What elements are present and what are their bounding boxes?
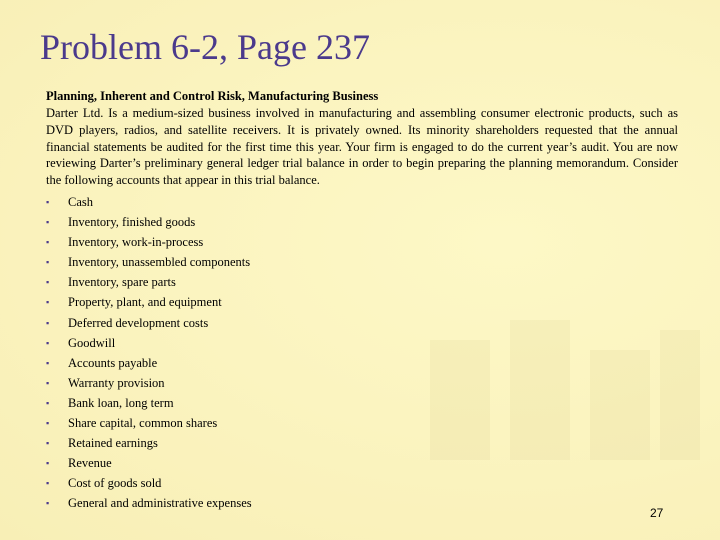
accounts-list (46, 192, 678, 514)
bullet-icon: ▪ (46, 377, 50, 388)
problem-subtitle: Planning, Inherent and Control Risk, Manufacturing Business (46, 89, 379, 103)
page-number: 27 (650, 506, 664, 520)
bullet-icon: ▪ (46, 357, 50, 368)
account-label: Deferred development costs (68, 315, 209, 330)
account-label: Share capital, common shares (68, 416, 218, 431)
bullet-icon: ▪ (46, 438, 50, 449)
account-list-item (46, 433, 678, 453)
slide-content (46, 88, 678, 513)
account-label: Cost of goods sold (68, 476, 162, 491)
bullet-icon: ▪ (46, 478, 50, 489)
bullet-icon: ▪ (46, 217, 50, 228)
bullet-icon: ▪ (46, 418, 50, 429)
account-list-item (46, 272, 678, 292)
account-label: Accounts payable (68, 355, 158, 370)
problem-description: Darter Ltd. Is a medium-sized business involved in manufacturing and assembling consumer electronic products, such as DVD players, radios, and satellite receivers. It is privately owned. Its minority shareholders requested that the annual financial statements be audited for the first time this year. Your firm is engaged to do the current year’s audit. You are now reviewing Darter’s preliminary general ledger trial balance in order to begin preparing the planning memorandum. Consider the following accounts that appear in this trial balance. (46, 106, 678, 188)
account-list-item (46, 453, 678, 473)
account-label: Revenue (68, 456, 112, 471)
account-label: Inventory, spare parts (68, 275, 176, 290)
account-list-item (46, 373, 678, 393)
account-label: Cash (68, 194, 93, 209)
account-label: Goodwill (68, 335, 116, 350)
bullet-icon: ▪ (46, 397, 50, 408)
account-label: Warranty provision (68, 375, 165, 390)
bullet-icon: ▪ (46, 237, 50, 248)
account-list-item (46, 473, 678, 493)
account-label: Bank loan, long term (68, 395, 174, 410)
account-list-item (46, 232, 678, 252)
bullet-icon: ▪ (46, 196, 50, 207)
bullet-icon: ▪ (46, 297, 50, 308)
account-list-item (46, 252, 678, 272)
account-list-item (46, 493, 678, 513)
account-label: Inventory, work-in-process (68, 235, 204, 250)
account-label: Inventory, finished goods (68, 215, 196, 230)
bullet-icon: ▪ (46, 337, 50, 348)
account-label: Inventory, unassembled components (68, 255, 251, 270)
account-list-item (46, 192, 678, 212)
bullet-icon: ▪ (46, 317, 50, 328)
account-label: General and administrative expenses (68, 496, 252, 511)
account-label: Property, plant, and equipment (68, 295, 222, 310)
bullet-icon: ▪ (46, 277, 50, 288)
slide-title: Problem 6-2, Page 237 (40, 27, 370, 67)
account-list-item (46, 292, 678, 312)
bullet-icon: ▪ (46, 498, 50, 509)
bullet-icon: ▪ (46, 458, 50, 469)
bullet-icon: ▪ (46, 257, 50, 268)
account-list-item (46, 393, 678, 413)
account-label: Retained earnings (68, 436, 158, 451)
account-list-item (46, 413, 678, 433)
account-list-item (46, 333, 678, 353)
account-list-item (46, 313, 678, 333)
account-list-item (46, 212, 678, 232)
account-list-item (46, 353, 678, 373)
